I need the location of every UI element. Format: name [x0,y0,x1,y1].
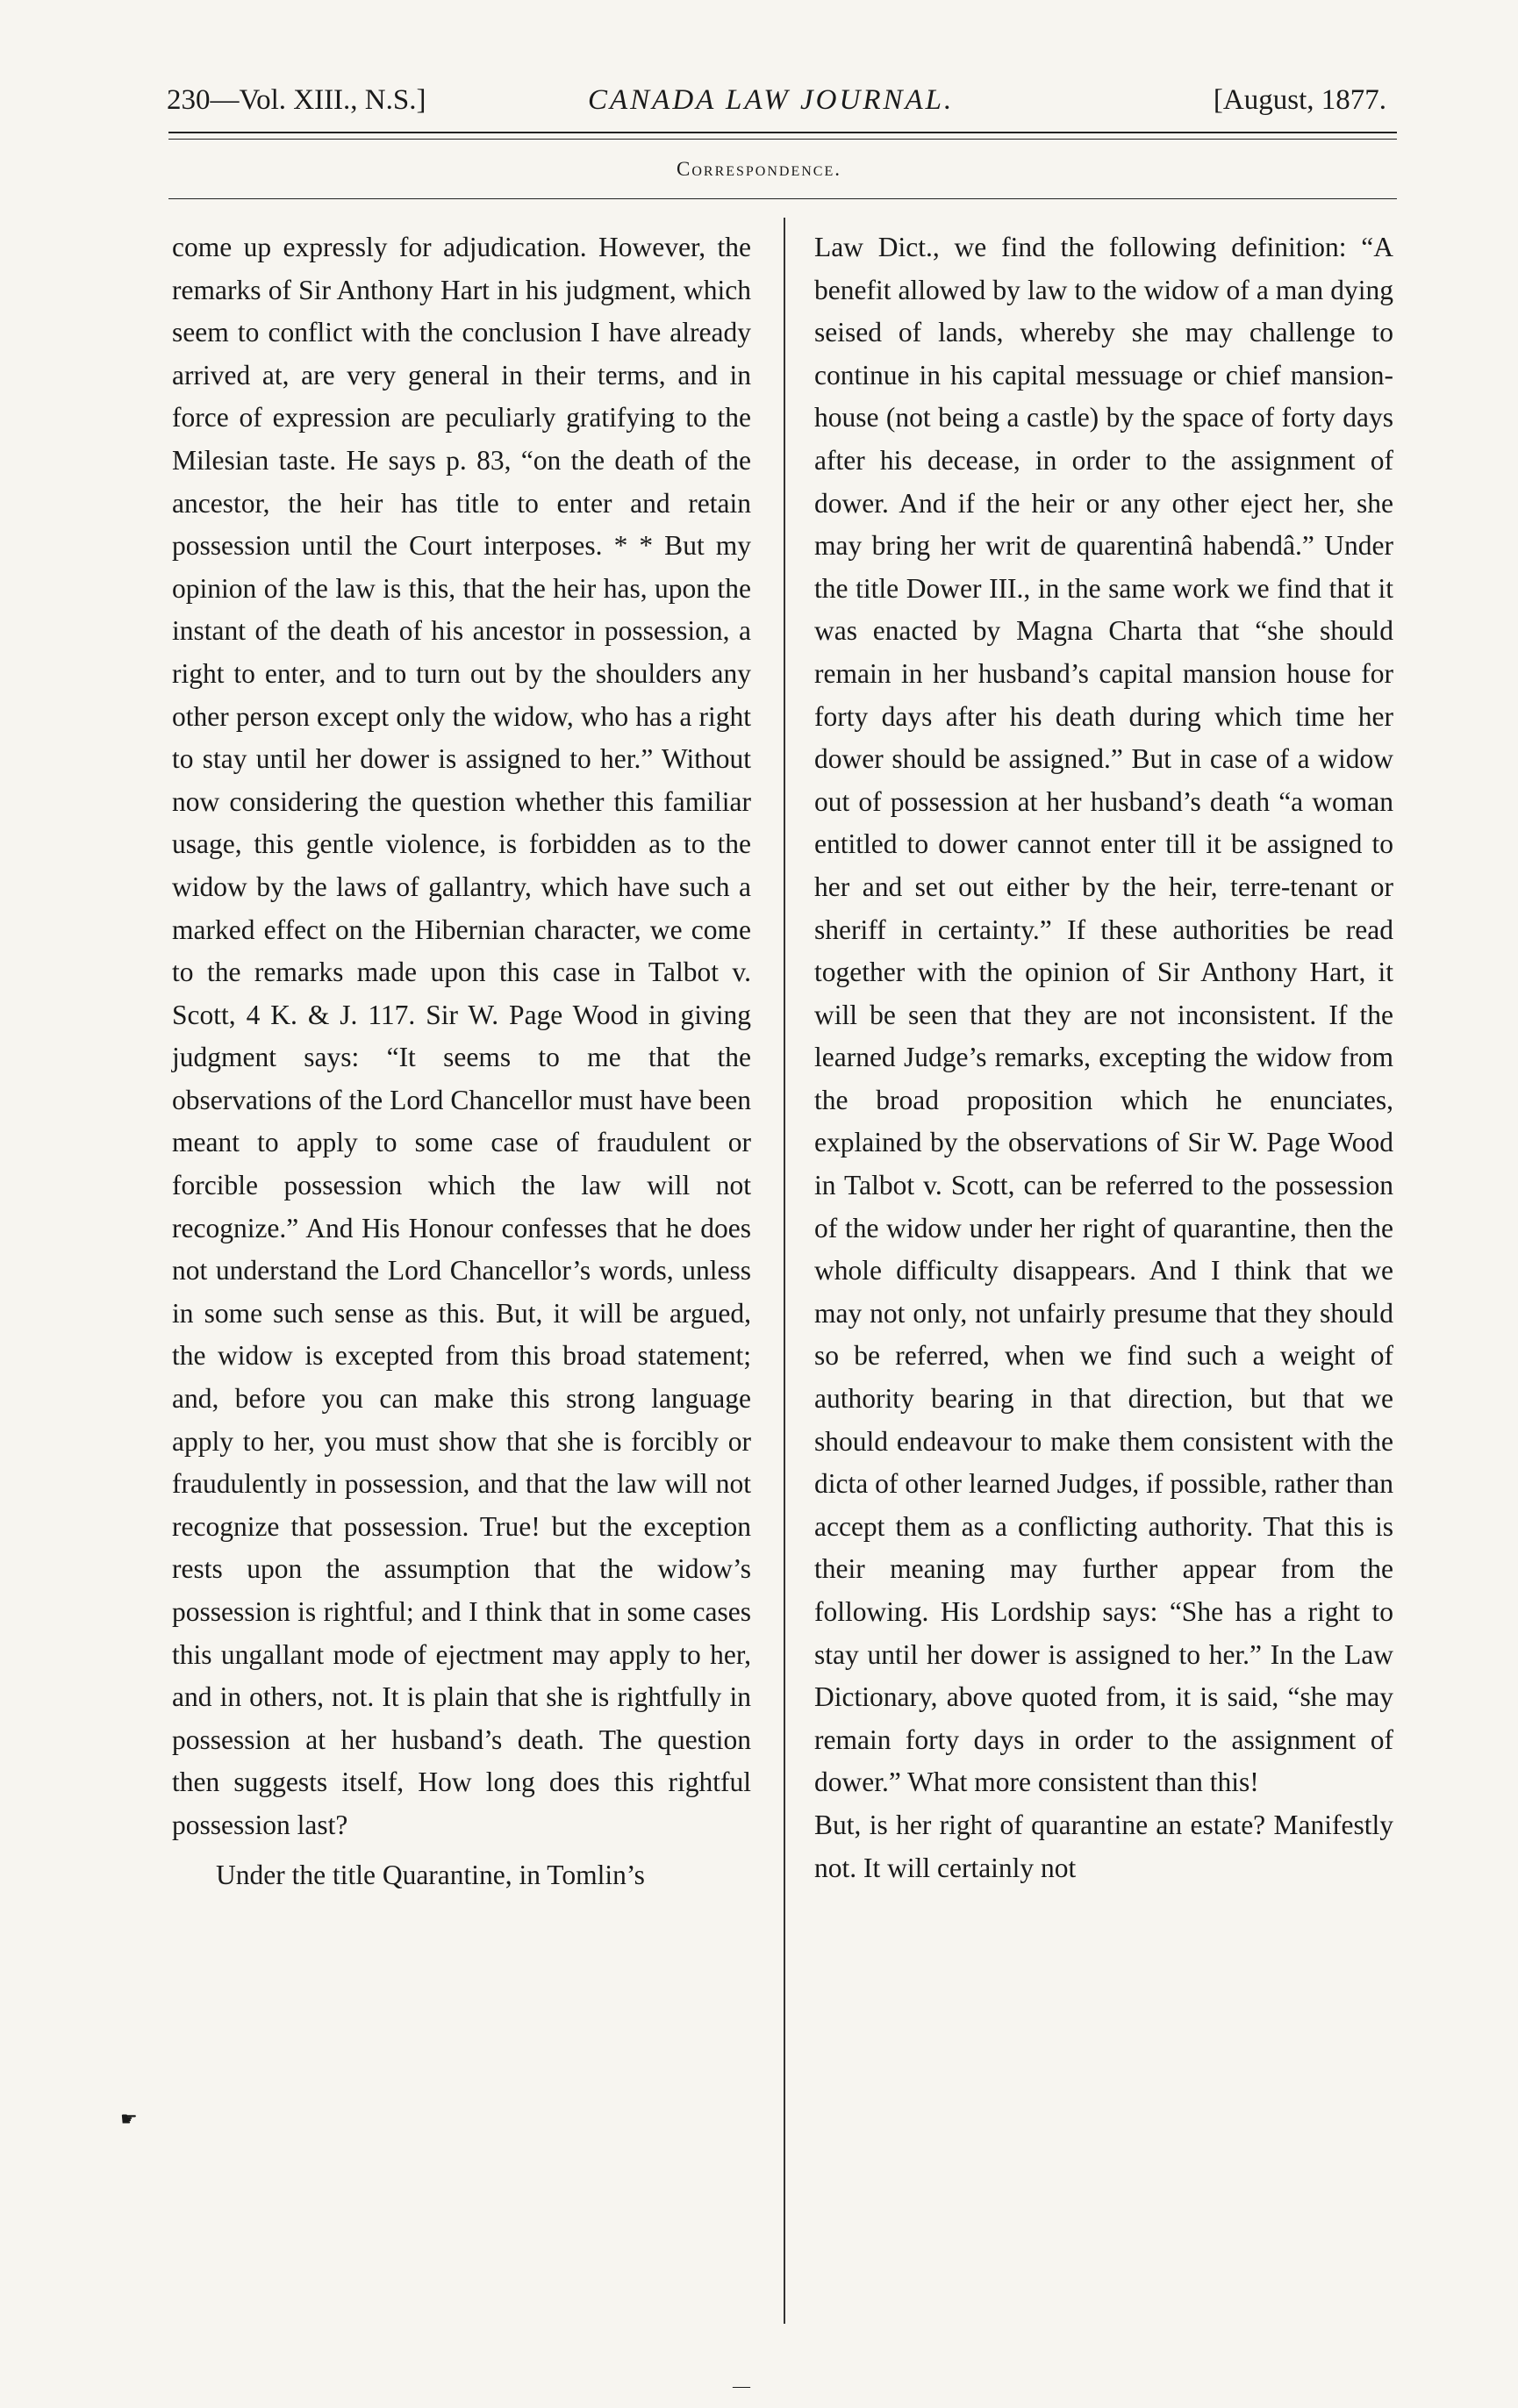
column-divider [784,218,785,2324]
section-title: Correspondence. [677,158,841,180]
right-paragraph-1: Law Dict., we find the following definition: “A benefit allowed by law to the widow of a man dying seised of lands, whereby she may challenge to continue in his capital messuage or chief mansion-house (not being a castle) by the space of forty days after his decease, in order to the assignment of dower. And if the heir or any other eject her, she may bring her writ de quarentinâ habendâ.” Under the title Dower III., in the same work we find that it was enacted by Magna Charta that “she should remain in her husband’s capital mansion house for forty days after his death during which time her dower should be assigned.” But in case of a widow out of possession at her husband’s death “a woman entitled to dower cannot enter till it be assigned to her and set out either by the heir, terre-tenant or sheriff in certainty.” If these authorities be read together with the opinion of Sir Anthony Hart, it will be seen that they are not inconsistent. If the learned Judge’s remarks, excepting the widow from the broad proposition which he enunciates, explained by the observations of Sir W. Page Wood in Talbot v. Scott, can be referred to the possession of the widow under her right of quarantine, then the whole difficulty disappears. And I think that we may not only, not unfairly presume that they should so be referred, when we find such a weight of authority bearing in that direction, but that we should endeavour to make them consistent with the dicta of other learned Judges, if possible, rather than accept them as a conflicting authority. That this is their meaning may further appear from the following. His Lordship says: “She has a right to stay until her dower is assigned to her.” In the Law Dictionary, above quoted from, it is said, “she may remain forty days in order to the assignment of dower.” What more consistent than this! [814,232,1393,1798]
margin-pointer-mark: ☛ [120,2108,138,2130]
right-paragraph-2: But, is her right of quarantine an estate? Manifestly not. It will certainly not [814,1809,1393,1883]
header-rule-top [168,132,1397,133]
footer-mark: — [733,2376,750,2396]
running-header [167,84,1395,125]
left-paragraph-2: Under the title Quarantine, in Tomlin’s [216,1859,645,1890]
left-paragraph-1: come up expressly for adjudication. However, the remarks of Sir Anthony Hart in his judgment, which seem to conflict with the conclusion I have already arrived at, are very general in their terms, and in force of expression are peculiarly gratifying to the Milesian taste. He says p. 83, “on the death of the ancestor, the heir has title to enter and retain possession until the Court interposes. * * But my opinion of the law is this, that the heir has, upon the instant of the death of his ancestor in possession, a right to enter, and to turn out by the shoulders any other person except only the widow, who has a right to stay until her dower is assigned to her.” Without now considering the question whether this familiar usage, this gentle violence, is forbidden as to the widow by the laws of gallantry, which have such a marked effect on the Hibernian character, we come to the remarks made upon this case in Talbot v. Scott, 4 K. & J. 117. Sir W. Page Wood in giving judgment says: “It seems to me that the observations of the Lord Chancellor must have been meant to apply to some case of fraudulent or forcible possession which the law will not recognize.” And His Honour confesses that he does not understand the Lord Chancellor’s words, unless in some such sense as this. But, it will be argued, the widow is excepted from this broad statement; and, before you can make this strong language apply to her, you must show that she is forcibly or fraudulently in possession, and that the law will not recognize that possession. True! but the exception rests upon the assumption that the widow’s possession is rightful; and I think that in some cases this ungallant mode of ejectment may apply to her, and in others, not. It is plain that she is rightfully in possession at her husband’s death. The question then suggests itself, How long does this rightful possession last? [172,232,751,1840]
page-volume-label: 230—Vol. XIII., N.S.] [167,84,426,116]
left-column [172,226,751,1896]
header-rule-bottom [168,139,1397,140]
journal-title: CANADA LAW JOURNAL. [588,84,955,116]
issue-date: [August, 1877. [1213,84,1386,116]
section-rule [168,198,1397,199]
right-column [814,226,1393,1889]
